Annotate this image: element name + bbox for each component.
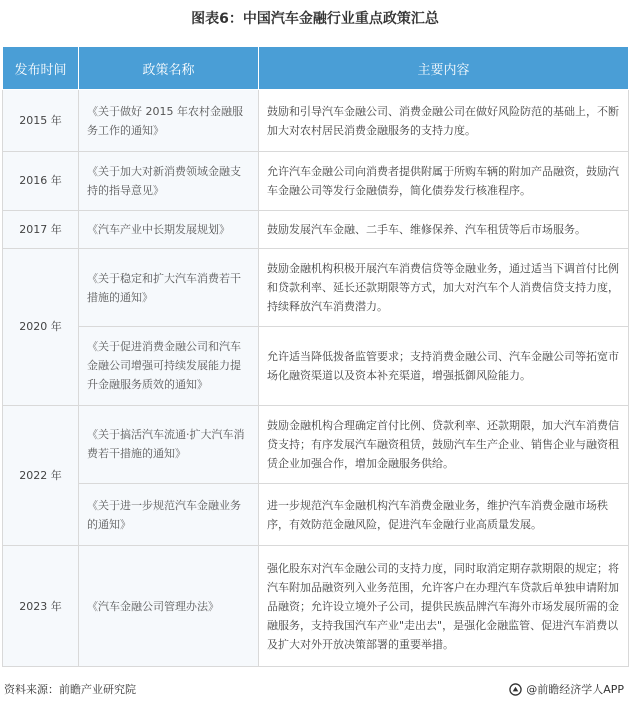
row-content: 允许适当降低拨备监管要求；支持消费金融公司、汽车金融公司等拓宽市场化融资渠道以及资本补充渠道，增强抵御风险能力。 xyxy=(259,327,629,405)
table-row xyxy=(3,327,629,405)
row-year: 2023 年 xyxy=(3,546,79,667)
row-year: 2020 年 xyxy=(3,248,79,405)
row-content: 鼓励金融机构积极开展汽车消费信贷等金融业务，通过适当下调首付比例和贷款利率、延长还款期限等方式，加大对汽车个人消费信贷支持力度，持续释放汽车消费潜力。 xyxy=(259,248,629,326)
row-content: 强化股东对汽车金融公司的支持力度，同时取消定期存款期限的规定；将汽车附加品融资列入业务范围，允许客户在办理汽车贷款后单独申请附加品融资；允许设立境外子公司，提供民族品牌汽车海外市场发展所需的金融服务，支持我国汽车产业"走出去"，是强化金融监管、促进汽车消费以及扩大对外开放决策部署的重要举措。 xyxy=(259,546,629,667)
row-year: 2022 年 xyxy=(3,405,79,546)
row-year: 2017 年 xyxy=(3,210,79,248)
table-header-row xyxy=(3,47,629,90)
table-row xyxy=(3,484,629,546)
row-policy-name: 《关于搞活汽车流通·扩大汽车消费若干措施的通知》 xyxy=(79,405,259,483)
source-note: 资料来源：前瞻产业研究院 xyxy=(4,683,136,696)
table-row xyxy=(3,90,629,152)
table-row xyxy=(3,210,629,248)
row-policy-name: 《关于促进消费金融公司和汽车金融公司增强可持续发展能力提升金融服务质效的通知》 xyxy=(79,327,259,405)
row-year: 2016 年 xyxy=(3,152,79,210)
page-title: 图表6：中国汽车金融行业重点政策汇总 xyxy=(191,11,439,27)
brand-logo-icon xyxy=(509,683,522,696)
brand-text: @前瞻经济学人APP xyxy=(526,683,624,696)
row-policy-name: 《关于加大对新消费领域金融支持的指导意见》 xyxy=(79,152,259,210)
header-main-content: 主要内容 xyxy=(259,47,629,90)
table-row xyxy=(3,248,629,326)
table-row xyxy=(3,546,629,667)
header-policy-name: 政策名称 xyxy=(79,47,259,90)
row-policy-name: 《关于做好 2015 年农村金融服务工作的通知》 xyxy=(79,90,259,152)
row-policy-name: 《关于进一步规范汽车金融业务的通知》 xyxy=(79,484,259,546)
table-row xyxy=(3,152,629,210)
table-row xyxy=(3,405,629,483)
row-content: 进一步规范汽车金融机构汽车消费金融业务，维护汽车消费金融市场秩序，有效防范金融风险，促进汽车金融行业高质量发展。 xyxy=(259,484,629,546)
policy-table xyxy=(2,46,629,667)
row-year: 2015 年 xyxy=(3,90,79,152)
row-policy-name: 《汽车产业中长期发展规划》 xyxy=(79,210,259,248)
brand-credit xyxy=(509,681,624,697)
row-content: 鼓励发展汽车金融、二手车、维修保养、汽车租赁等后市场服务。 xyxy=(259,210,629,248)
row-policy-name: 《关于稳定和扩大汽车消费若干措施的通知》 xyxy=(79,248,259,326)
row-content: 允许汽车金融公司向消费者提供附属于所购车辆的附加产品融资，鼓励汽车金融公司等发行金融债券，简化债券发行核准程序。 xyxy=(259,152,629,210)
header-release-time: 发布时间 xyxy=(3,47,79,90)
row-content: 鼓励和引导汽车金融公司、消费金融公司在做好风险防范的基础上，不断加大对农村居民消费金融服务的支持力度。 xyxy=(259,90,629,152)
row-policy-name: 《汽车金融公司管理办法》 xyxy=(79,546,259,667)
row-content: 鼓励金融机构合理确定首付比例、贷款利率、还款期限，加大汽车消费信贷支持；有序发展汽车融资租赁，鼓励汽车生产企业、销售企业与融资租赁企业加强合作，增加金融服务供给。 xyxy=(259,405,629,483)
